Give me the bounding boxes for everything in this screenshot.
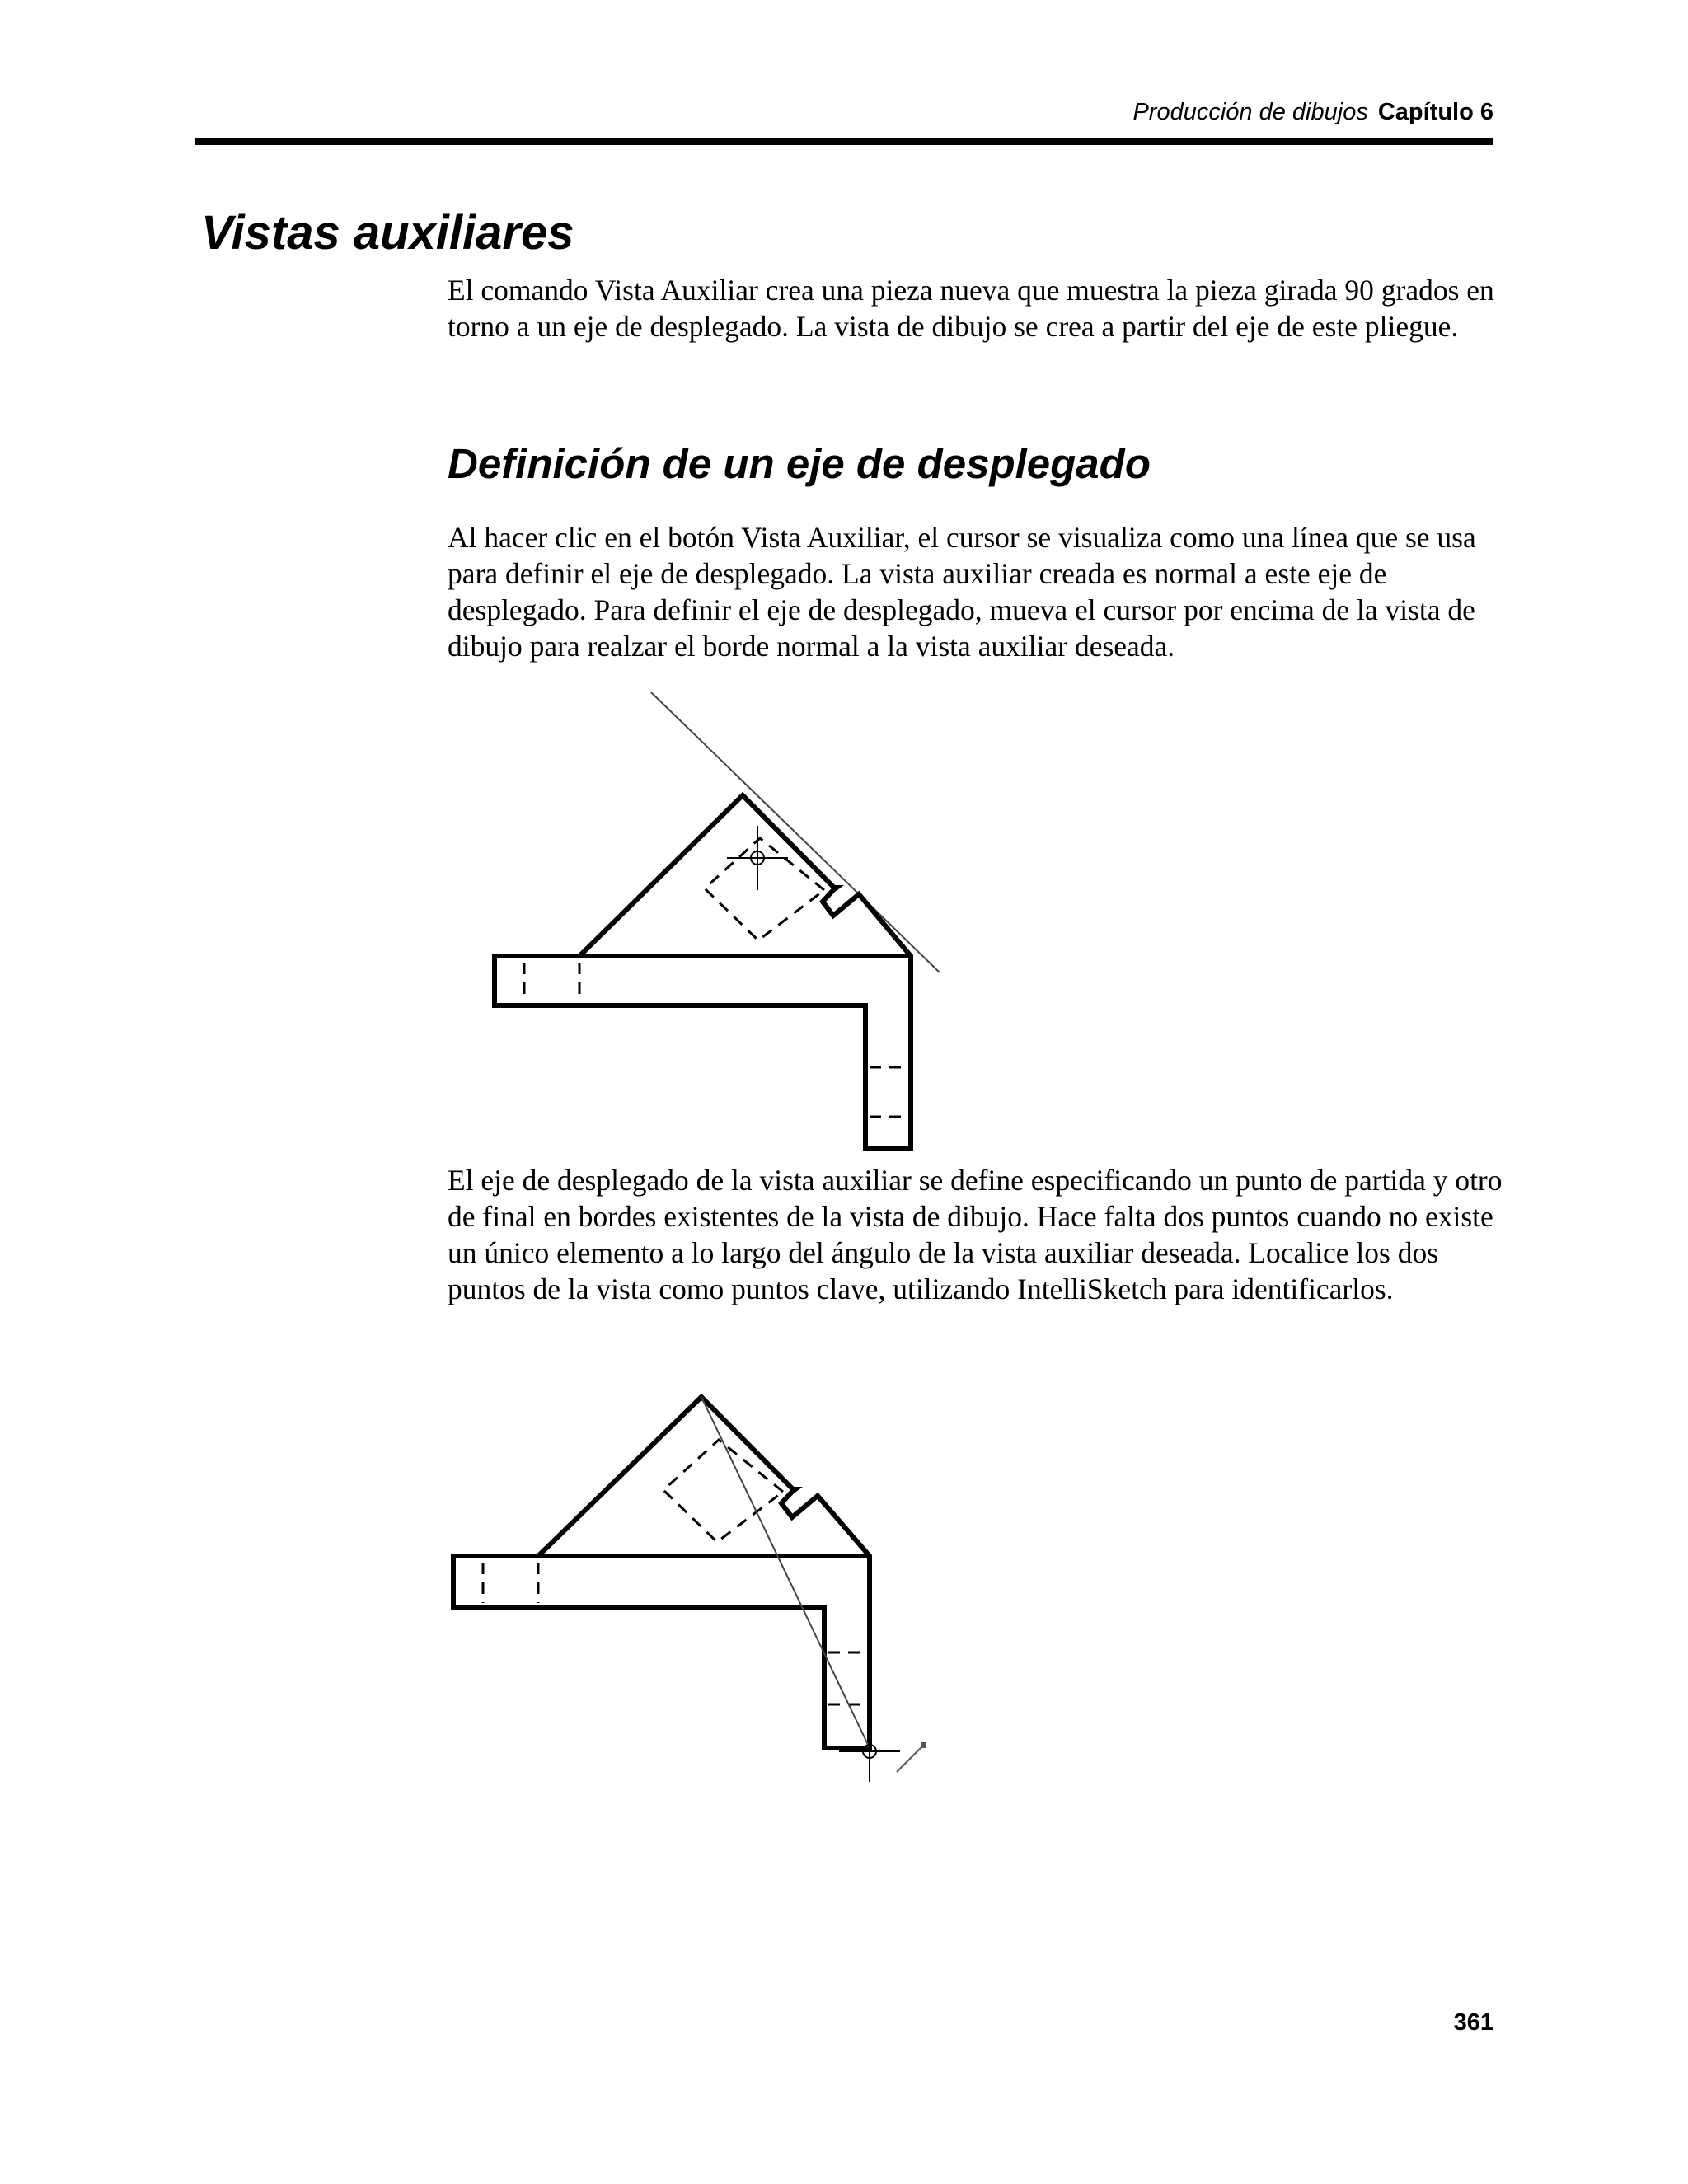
part-outline bbox=[453, 1397, 870, 1748]
crosshair-cursor-icon bbox=[727, 826, 788, 890]
header-rule bbox=[195, 138, 1493, 145]
page-number: 361 bbox=[1453, 2009, 1493, 2036]
pointer-tip-icon bbox=[921, 1742, 926, 1748]
subsection-heading: Definición de un eje de desplegado bbox=[448, 440, 1151, 487]
part-outline bbox=[495, 795, 911, 1148]
two-point-paragraph: El eje de desplegado de la vista auxiliar se define especificando un punto de partida y otro de final en bordes existentes de la vista de dibujo. Hace falta dos puntos cuando no existe un único elemento a lo largo del ángulo de la vista auxiliar deseada. Localice los dos puntos de la vista como puntos clave, utilizando IntelliSketch para identificarlos. bbox=[448, 1164, 1503, 1305]
hidden-lines bbox=[483, 1440, 867, 1704]
instructions-paragraph: Al hacer clic en el botón Vista Auxiliar, el cursor se visualiza como una línea que se usa para definir el eje de desplegado. La vista auxiliar creada es normal a este eje de desplegado. Para definir el eje de desplegado, mueva el cursor por encima de la vista de dibujo para realzar el borde normal a la vista auxiliar deseada. bbox=[448, 521, 1476, 663]
crosshair-cursor-icon bbox=[839, 1721, 900, 1782]
intro-paragraph: El comando Vista Auxiliar crea una pieza nueva que muestra la pieza girada 90 grados en torno a un eje de desplegado. La vista de dibujo se crea a partir del eje de este pliegue. bbox=[448, 274, 1494, 343]
running-header bbox=[195, 97, 1493, 127]
figure-two-point-fold-axis bbox=[445, 1376, 956, 1805]
pointer-tail-icon bbox=[897, 1747, 921, 1772]
fold-axis-line bbox=[651, 692, 940, 972]
fold-axis-line bbox=[701, 1397, 870, 1748]
hidden-lines bbox=[524, 838, 908, 1117]
figure-edge-fold-axis bbox=[486, 692, 948, 1154]
header-chapter: Capítulo 6 bbox=[1377, 99, 1493, 125]
section-heading: Vistas auxiliares bbox=[201, 206, 574, 260]
header-section-title: Producción de dibujos bbox=[1132, 99, 1368, 125]
